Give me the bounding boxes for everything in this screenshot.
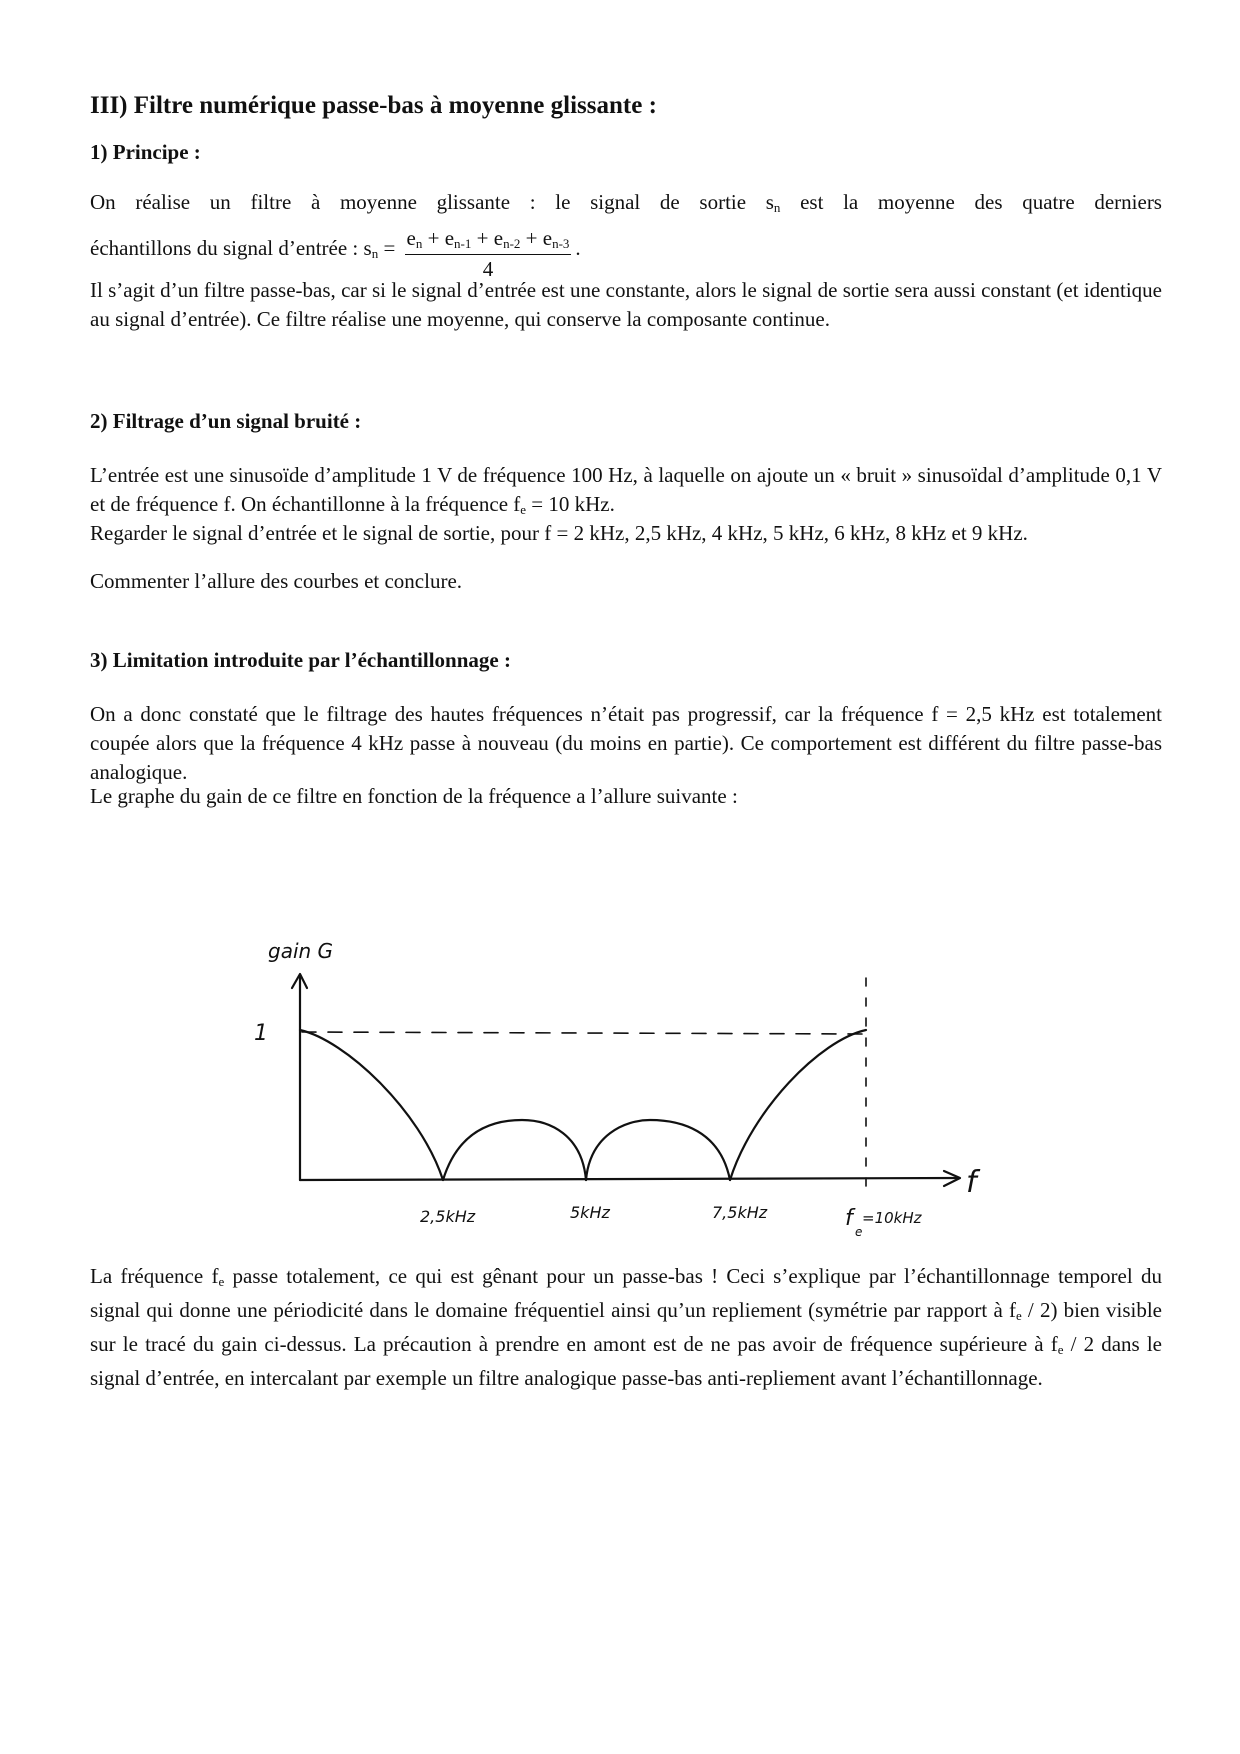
limitation-paragraph-1: On a donc constaté que le filtrage des hautes fréquences n’était pas progressif, car la fréquence f = 2,5 kHz est totalement coupée alors que la fréquence 4 kHz passe à nouveau (du moins en partie). Ce comportement est différent du filtre passe-bas analogique.: [90, 702, 1162, 784]
y-tick-one: 1: [254, 1021, 268, 1046]
gain-main-lobe-right: [730, 1030, 866, 1180]
gain-main-lobe-left: [300, 1030, 443, 1180]
x-axis-arrow-icon: [944, 1171, 960, 1186]
formula-fraction: [405, 226, 572, 282]
filtrage-paragraph-2: Regarder le signal d’entrée et le signal de sortie, pour f = 2 kHz, 2,5 kHz, 4 kHz, 5 kHz, 6 kHz, 8 kHz et 9 kHz.: [90, 521, 1028, 545]
section-heading-principe: 1) Principe :: [90, 140, 201, 164]
y-axis-arrow-icon: [292, 974, 307, 988]
y-axis-label: gain G: [268, 939, 334, 963]
x-axis: [300, 1178, 958, 1180]
page-title: III) Filtre numérique passe-bas à moyenne glissante :: [90, 92, 657, 119]
gain-side-lobe-1: [443, 1120, 586, 1180]
section-heading-limitation: 3) Limitation introduite par l’échantillonnage :: [90, 648, 511, 672]
moving-average-formula: échantillons du signal d’entrée : $s_n$ = $\frac{e_n + e_{n-1} + e_{n-2} + e_{n-3}}{4}$ .: [90, 226, 581, 281]
unit-gain-dashed-line: [302, 1032, 865, 1034]
limitation-paragraph-2: Le graphe du gain de ce filtre en fonction de la fréquence a l’allure suivante :: [90, 784, 738, 808]
filtrage-paragraph-3: Commenter l’allure des courbes et conclure.: [90, 569, 463, 593]
filtrage-paragraph-1: L’entrée est une sinusoïde d’amplitude 1 V de fréquence 100 Hz, à laquelle on ajoute un « bruit » sinusoïdal d’amplitude 0,1 V et de fréquence f. On échantillonne à la fréquence $f_e = 10$ kHz.: [90, 463, 1162, 517]
tick-label-7-5khz: 7,5kHz: [712, 1203, 768, 1222]
x-axis-label: f: [966, 1165, 977, 1200]
principe-intro-line: On réalise un filtre à moyenne glissante : le signal de sortie $s_n$ est la moyenne des quatre derniers: [90, 190, 1162, 215]
tick-label-2-5khz: 2,5kHz: [420, 1207, 476, 1226]
formula-denominator: 4: [482, 257, 494, 281]
formula-numerator: $e_n + e_{n-1} + e_{n-2} + e_{n-3}$: [405, 226, 572, 255]
section-heading-filtrage: 2) Filtrage d’un signal bruité :: [90, 409, 362, 433]
tick-label-5khz: 5kHz: [570, 1203, 610, 1222]
limitation-paragraph-3: La fréquence $f_e$ passe totalement, ce qui est gênant pour un passe-bas ! Ceci s’explique par l’échantillonnage temporel du signal qui donne une périodicité dans le domaine fréquentiel ainsi qu’un repliement (symétrie par rapport à $f_e / 2$) bien visible sur le tracé du gain ci-dessus. La précaution à prendre en amont est de ne pas avoir de fréquence supérieure à $f_e / 2$ dans le signal d’entrée, en intercalant par exemple un filtre analogique passe-bas anti-repliement avant l’échantillonnage.: [90, 1264, 1162, 1390]
principe-paragraph: Il s’agit d’un filtre passe-bas, car si le signal d’entrée est une constante, alors le signal de sortie sera aussi constant (et identique au signal d’entrée). Ce filtre réalise une moyenne, qui conserve la composante continue.: [90, 278, 1162, 331]
tick-label-fe: f: [845, 1206, 853, 1231]
gain-side-lobe-2: [586, 1120, 730, 1180]
tick-label-10khz: =10kHz: [862, 1209, 922, 1227]
tick-label-fe-subscript: e: [855, 1225, 863, 1239]
